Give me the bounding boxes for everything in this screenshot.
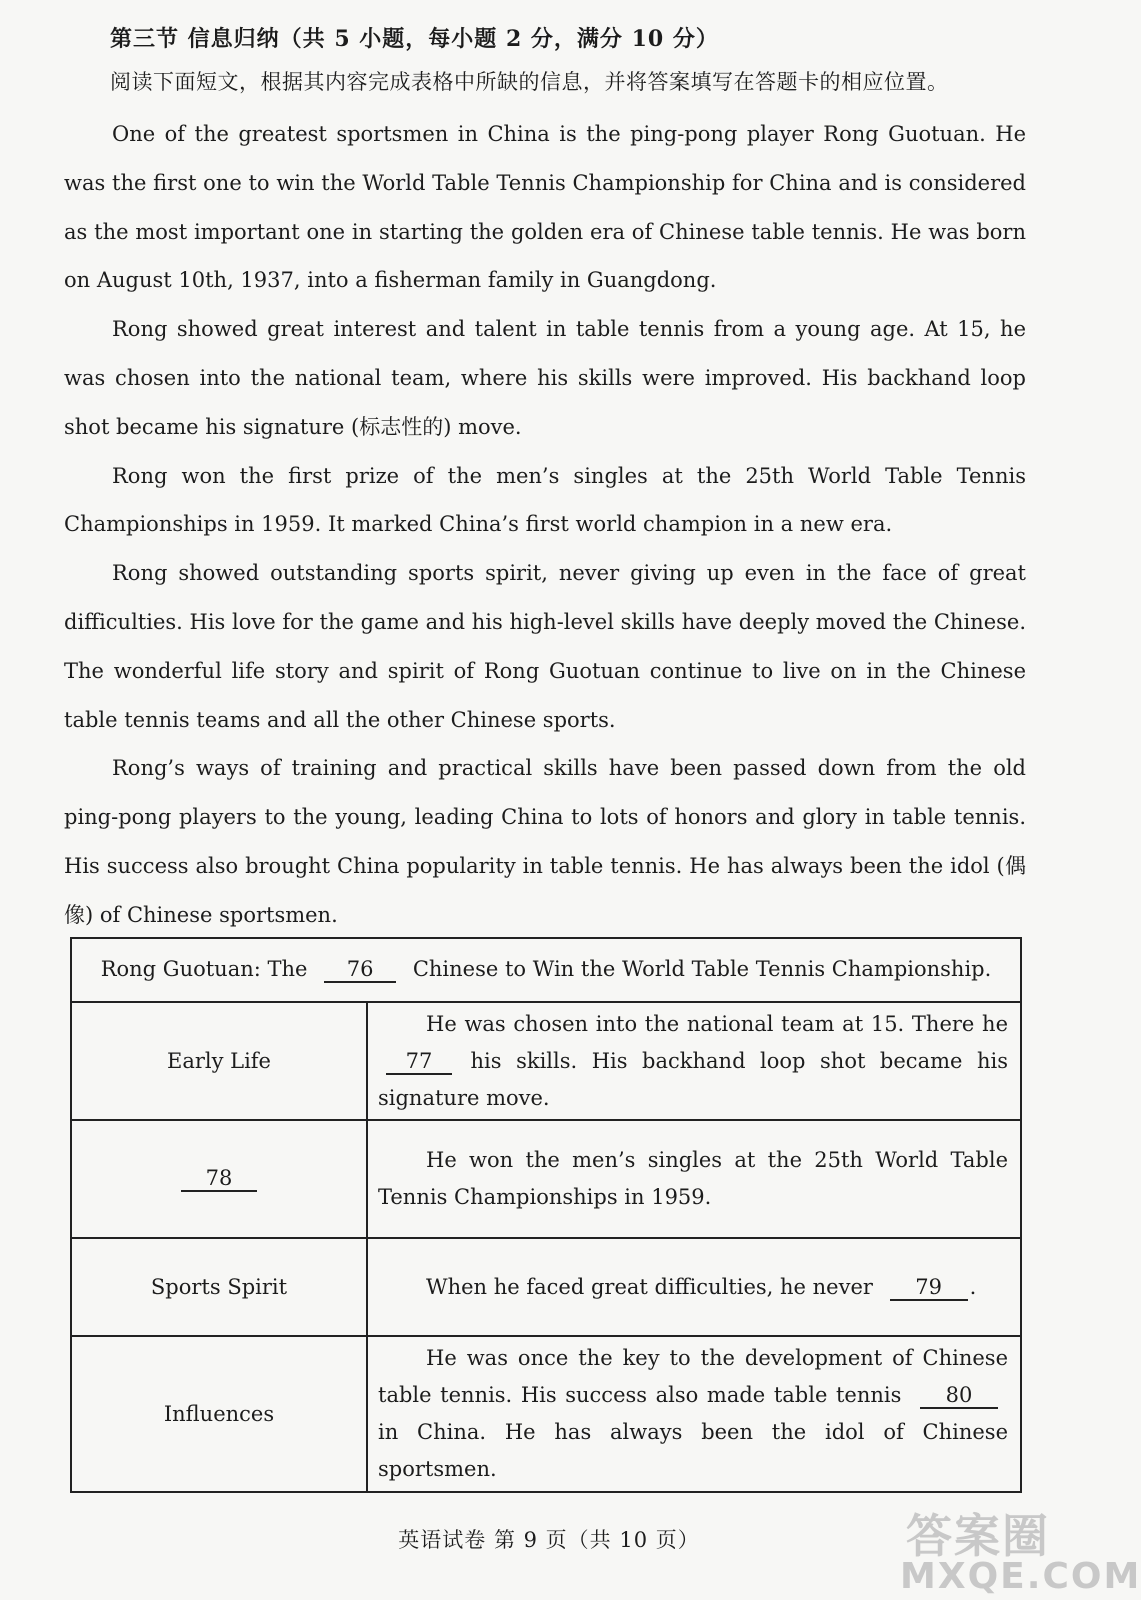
page-footer: 英语试卷 第 9 页（共 10 页） xyxy=(398,1528,700,1552)
section-title: 第三节 信息归纳（共 5 小题，每小题 2 分，满分 10 分） xyxy=(110,26,719,52)
answer-blank-80: 80 xyxy=(920,1383,998,1409)
row-text-after: his skills. His backhand loop shot became his signature move. xyxy=(378,1048,1008,1110)
row-label-78 xyxy=(71,1120,367,1238)
table-header-cell xyxy=(71,938,1021,1002)
row-label-sports-spirit: Sports Spirit xyxy=(71,1238,367,1336)
section-instruction: 阅读下面短文，根据其内容完成表格中所缺的信息，并将答案填写在答题卡的相应位置。 xyxy=(110,70,949,94)
answer-blank-76: 76 xyxy=(324,957,396,983)
passage-paragraph-3: Rong won the first prize of the men’s singles at the 25th World Table Tennis Championships in 1959. It marked China’s first world champion in a new era. xyxy=(64,463,1026,537)
row-content-sports-spirit xyxy=(367,1238,1021,1336)
table-row xyxy=(71,1120,1021,1238)
answer-blank-78: 78 xyxy=(181,1166,257,1192)
row-content-achievement xyxy=(367,1120,1021,1238)
watermark-glyphs: 答案圈 xyxy=(906,1509,1050,1563)
row-content-influences xyxy=(367,1336,1021,1492)
row-text-before: He was chosen into the national team at 15. There he xyxy=(426,1011,1008,1036)
answer-blank-77: 77 xyxy=(386,1049,452,1075)
reading-passage xyxy=(64,110,1026,940)
information-table xyxy=(70,937,1022,1493)
table-row xyxy=(71,1002,1021,1120)
row-label-influences: Influences xyxy=(71,1336,367,1492)
passage-paragraph-4: Rong showed outstanding sports spirit, never giving up even in the face of great difficulties. His love for the game and his high-level skills have deeply moved the Chinese. The wonderful life story and spirit of Rong Guotuan continue to live on in the Chinese table tennis teams and all the other Chinese sports. xyxy=(64,561,1026,732)
answer-blank-79: 79 xyxy=(890,1275,968,1301)
passage-paragraph-1: One of the greatest sportsmen in China is the ping-pong player Rong Guotuan. He was the first one to win the World Table Tennis Championship for China and is considered as the most important one in starting the golden era of Chinese table tennis. He was born on August 10th, 1937, into a fisherman family in Guangdong. xyxy=(64,122,1026,293)
watermark-logo xyxy=(900,1500,1141,1597)
header-text-after: Chinese to Win the World Table Tennis Championship. xyxy=(412,957,992,981)
table-header-row xyxy=(71,938,1021,1002)
row-content-early-life xyxy=(367,1002,1021,1120)
row-text: He won the men’s singles at the 25th World Table Tennis Championships in 1959. xyxy=(378,1148,1008,1209)
header-text-before: Rong Guotuan: The xyxy=(100,957,308,981)
row-text-after: . xyxy=(969,1274,977,1299)
row-text-before: He was once the key to the development of Chinese table tennis. His success also made table tennis xyxy=(378,1346,1008,1407)
passage-paragraph-2: Rong showed great interest and talent in table tennis from a young age. At 15, he was chosen into the national team, where his skills were improved. His backhand loop shot became his signature (标志性的) move. xyxy=(64,317,1026,439)
watermark-text: MXQE.COM xyxy=(900,1556,1141,1597)
passage-paragraph-5: Rong’s ways of training and practical skills have been passed down from the old ping-pong players to the young, leading China to lots of honors and glory in table tennis. His success also brought China popularity in table tennis. He has always been the idol (偶像) of Chinese sportsmen. xyxy=(64,756,1026,927)
row-text-after: in China. He has always been the idol of Chinese sportsmen. xyxy=(378,1420,1008,1481)
table-row xyxy=(71,1238,1021,1336)
row-text-before: When he faced great difficulties, he never xyxy=(426,1274,873,1299)
table-row xyxy=(71,1336,1021,1492)
row-label-early-life: Early Life xyxy=(71,1002,367,1120)
